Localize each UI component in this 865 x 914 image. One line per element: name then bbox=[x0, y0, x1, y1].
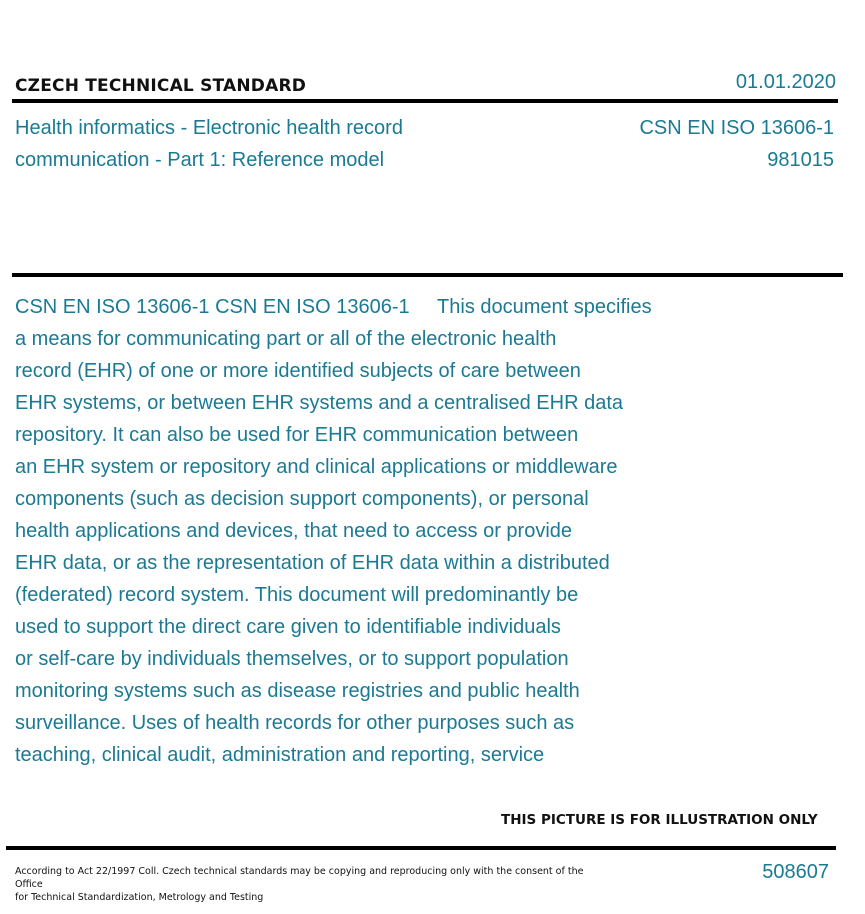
document-type-heading: CZECH TECHNICAL STANDARD bbox=[15, 76, 307, 96]
illustration-note: THIS PICTURE IS FOR ILLUSTRATION ONLY bbox=[501, 812, 818, 828]
bottom-divider bbox=[6, 846, 836, 850]
abstract-line: monitoring systems such as disease registries and public health bbox=[15, 680, 580, 702]
abstract-line: CSN EN ISO 13606-1 CSN EN ISO 13606-1 This document specifies bbox=[15, 296, 652, 318]
abstract-line: used to support the direct care given to identifiable individuals bbox=[15, 616, 561, 638]
abstract-line: a means for communicating part or all of the electronic health bbox=[15, 328, 557, 350]
publication-date: 01.01.2020 bbox=[735, 71, 836, 93]
abstract-line: EHR systems, or between EHR systems and a centralised EHR data bbox=[15, 392, 624, 414]
abstract-text bbox=[15, 291, 715, 771]
legal-notice bbox=[15, 865, 585, 904]
abstract-line: EHR data, or as the representation of EHR data within a distributed bbox=[15, 552, 610, 574]
catalog-number: 508607 bbox=[762, 861, 829, 883]
abstract-line: components (such as decision support components), or personal bbox=[15, 488, 589, 510]
abstract-line: teaching, clinical audit, administration and reporting, service bbox=[15, 744, 545, 766]
abstract-line: repository. It can also be used for EHR communication between bbox=[15, 424, 579, 446]
legal-notice-line: According to Act 22/1997 Coll. Czech technical standards may be copying and reproducing only with the consent of the Office bbox=[15, 866, 584, 890]
abstract-line: surveillance. Uses of health records for other purposes such as bbox=[15, 712, 575, 734]
abstract-line: (federated) record system. This document will predominantly be bbox=[15, 584, 579, 606]
abstract-line: or self-care by individuals themselves, or to support population bbox=[15, 648, 569, 670]
document-title-line-1: Health informatics - Electronic health record bbox=[15, 117, 403, 139]
middle-divider bbox=[12, 273, 843, 277]
classification-code: 981015 bbox=[767, 149, 834, 171]
standard-code: CSN EN ISO 13606-1 bbox=[639, 117, 834, 139]
legal-notice-line: for Technical Standardization, Metrology and Testing bbox=[15, 892, 264, 903]
document-title-line-2: communication - Part 1: Reference model bbox=[15, 149, 385, 171]
abstract-line: health applications and devices, that need to access or provide bbox=[15, 520, 573, 542]
abstract-line: an EHR system or repository and clinical applications or middleware bbox=[15, 456, 618, 478]
top-divider bbox=[12, 99, 838, 103]
abstract-line: record (EHR) of one or more identified subjects of care between bbox=[15, 360, 581, 382]
